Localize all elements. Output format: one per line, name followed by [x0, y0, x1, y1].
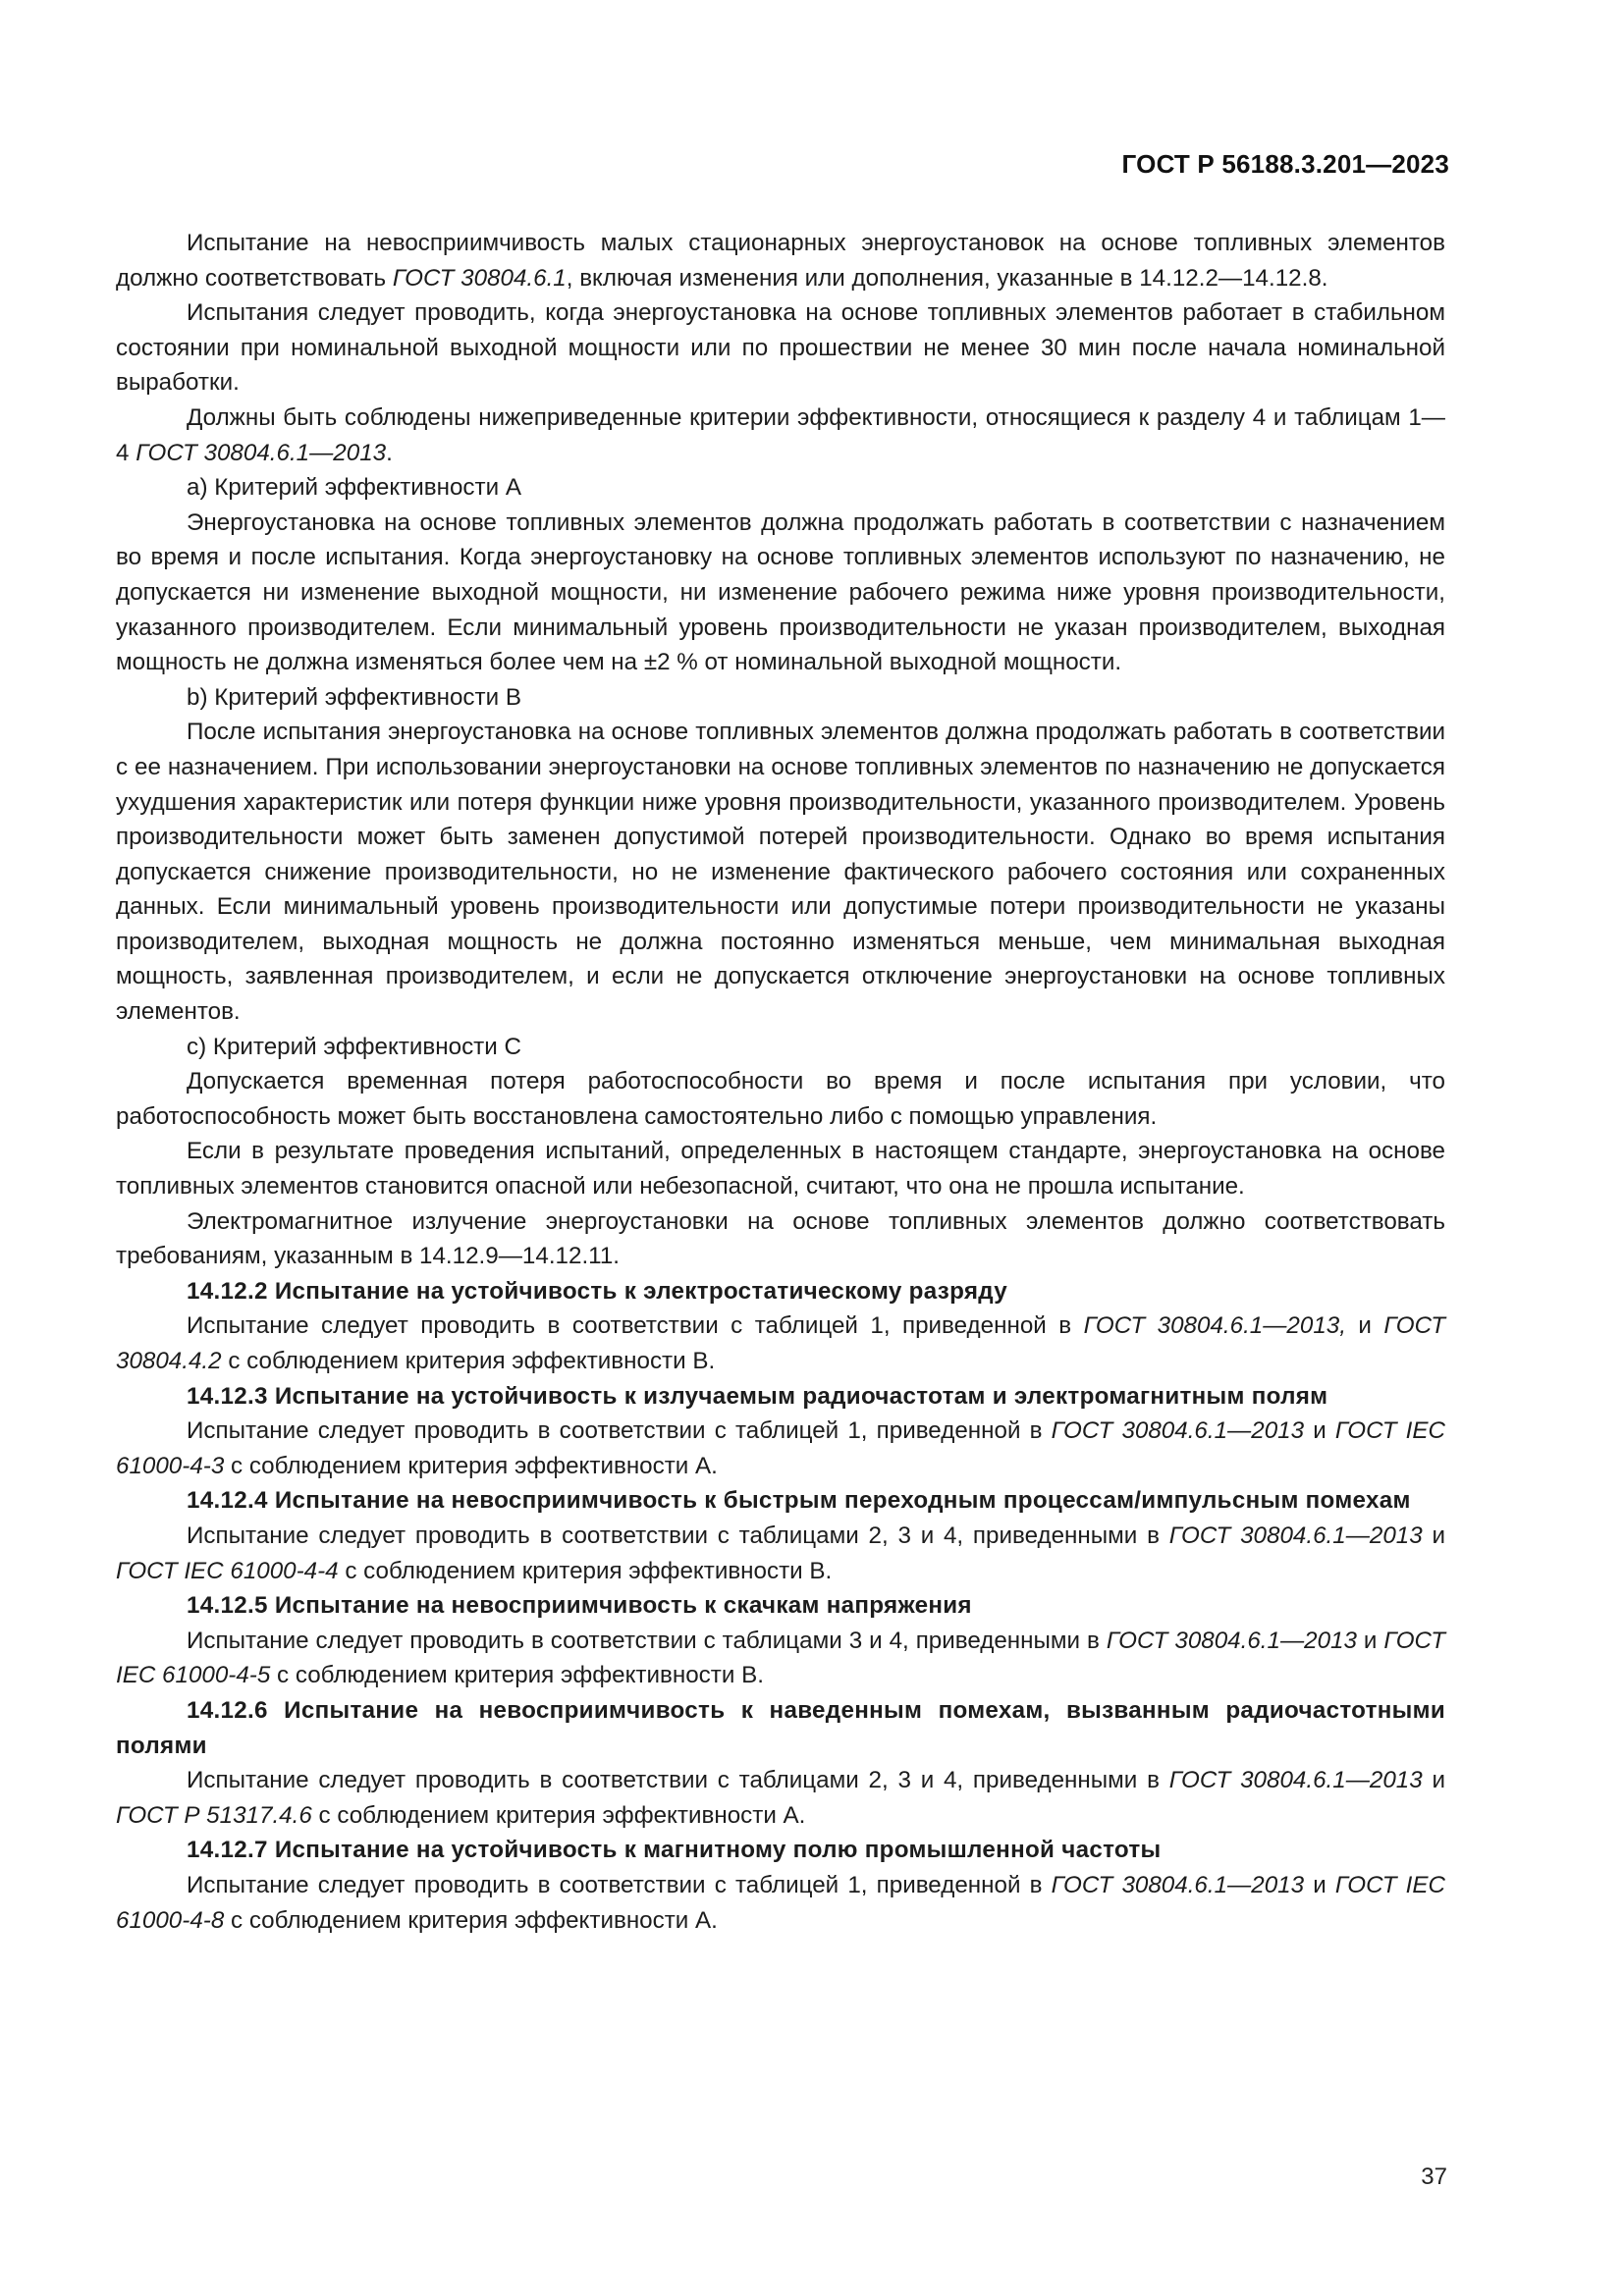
criterion-b-title: b) Критерий эффективности В: [187, 683, 521, 711]
section-14-12-7-heading: 14.12.7 Испытание на устойчивость к магнитному полю промышленной частоты: [187, 1837, 1162, 1864]
section-14-12-7-text: Испытание следует проводить в соответствии с таблицей 1, приведенной в ГОСТ 30804.6.1—2013 и ГОСТ IEC 61000-4-8 с соблюдением критерия эффективности А.: [116, 1871, 1445, 1934]
standard-reference: ГОСТ IEC 61000-4-5: [116, 1627, 1445, 1689]
criterion-a-title: a) Критерий эффективности А: [187, 474, 521, 502]
document-header-id: ГОСТ Р 56188.3.201—2023: [1121, 149, 1449, 179]
section-14-12-2-text: Испытание следует проводить в соответствии с таблицей 1, приведенной в ГОСТ 30804.6.1—2013, и ГОСТ 30804.4.2 с соблюдением критерия эффективности В.: [116, 1312, 1446, 1374]
section-14-12-5-heading: 14.12.5 Испытание на невосприимчивость к скачкам напряжения: [187, 1592, 972, 1620]
section-14-12-2-heading: 14.12.2 Испытание на устойчивость к электростатическому разряду: [187, 1277, 1007, 1305]
standard-reference: ГОСТ 30804.6.1—2013: [1168, 1522, 1423, 1549]
standard-reference: ГОСТ 30804.6.1—2013: [1168, 1767, 1423, 1794]
paragraph-unsafe-result: Если в результате проведения испытаний, определенных в настоящем стандарте, энергоустановка на основе топливных элементов становится опасной или небезопасной, считают, что она не прошла испытание.: [116, 1138, 1445, 1201]
standard-reference: ГОСТ 30804.6.1: [392, 264, 567, 292]
standard-reference: ГОСТ IEC 61000-4-8: [116, 1871, 1445, 1934]
criterion-a-text: Энергоустановка на основе топливных элементов должна продолжать работать в соответствии с назначением во время и после испытания. Когда энергоустановку на основе топливных элементов используют по назначению, не допускается ни изменение выходной мощности, ни изменение рабочего режима ниже уровня производительности, указанного производителем. Если минимальный уровень производительности не указан производителем, выходная мощность не должна изменяться более чем на ±2 % от номинальной выходной мощности.: [116, 508, 1445, 676]
page-body: [116, 226, 1445, 1938]
standard-reference: ГОСТ 30804.6.1—2013: [1051, 1417, 1305, 1445]
section-14-12-6-text: Испытание следует проводить в соответствии с таблицами 2, 3 и 4, приведенными в ГОСТ 30804.6.1—2013 и ГОСТ Р 51317.4.6 с соблюдением критерия эффективности А.: [116, 1767, 1445, 1829]
section-14-12-3-heading: 14.12.3 Испытание на устойчивость к излучаемым радиочастотам и электромагнитным полям: [187, 1382, 1328, 1410]
criterion-b-text: После испытания энергоустановка на основе топливных элементов должна продолжать работать в соответствии с ее назначением. При использовании энергоустановки на основе топливных элементов по назначению не допускается ухудшения характеристик или потеря функции ниже уровня производительности, указанного производителем. Уровень производительности может быть заменен допустимой потерей производительности. Однако во время испытания допускается снижение производительности, но не изменение фактического рабочего состояния или сохраненных данных. Если минимальный уровень производительности или допустимые потери производительности не указаны производителем, выходная мощность не должна постоянно изменяться меньше, чем минимальная выходная мощность, заявленная производителем, и если не допускается отключение энергоустановки на основе топливных элементов.: [116, 719, 1445, 1026]
section-14-12-3-text: Испытание следует проводить в соответствии с таблицей 1, приведенной в ГОСТ 30804.6.1—2013 и ГОСТ IEC 61000-4-3 с соблюдением критерия эффективности А.: [116, 1417, 1445, 1479]
paragraph-emission: Электромагнитное излучение энергоустановки на основе топливных элементов должно соответствовать требованиям, указанным в 14.12.9—14.12.11.: [116, 1207, 1445, 1270]
standard-reference: ГОСТ 30804.6.1—2013,: [1083, 1312, 1346, 1340]
section-14-12-5-text: Испытание следует проводить в соответствии с таблицами 3 и 4, приведенными в ГОСТ 30804.6.1—2013 и ГОСТ IEC 61000-4-5 с соблюдением критерия эффективности В.: [116, 1627, 1445, 1689]
paragraph-test-conditions: Испытания следует проводить, когда энергоустановка на основе топливных элементов работает в стабильном состоянии при номинальной выходной мощности или по прошествии не менее 30 мин после начала номинальной выработки.: [116, 299, 1445, 397]
paragraph-immunity-intro: Испытание на невосприимчивость малых стационарных энергоустановок на основе топливных элементов должно соответствовать ГОСТ 30804.6.1, включая изменения или дополнения, указанные в 14.12.2—14.12.8.: [116, 230, 1445, 292]
section-14-12-6-heading: 14.12.6 Испытание на невосприимчивость к наведенным помехам, вызванным радиочастотными полями: [116, 1696, 1445, 1759]
standard-reference: ГОСТ IEC 61000-4-4: [116, 1557, 339, 1584]
section-14-12-4-heading: 14.12.4 Испытание на невосприимчивость к быстрым переходным процессам/импульсным помехам: [187, 1487, 1411, 1515]
standard-reference: ГОСТ Р 51317.4.6: [116, 1801, 312, 1829]
standard-reference: ГОСТ 30804.6.1—2013: [1106, 1627, 1357, 1654]
standard-reference: ГОСТ 30804.4.2: [116, 1312, 1446, 1374]
standard-reference: ГОСТ 30804.6.1—2013: [135, 439, 387, 466]
standard-reference: ГОСТ 30804.6.1—2013: [1051, 1871, 1305, 1898]
page-number: 37: [1421, 2163, 1447, 2190]
criterion-c-text: Допускается временная потеря работоспособности во время и после испытания при условии, что работоспособность может быть восстановлена самостоятельно либо с помощью управления.: [116, 1068, 1445, 1130]
criterion-c-title: c) Критерий эффективности С: [187, 1033, 521, 1060]
section-14-12-4-text: Испытание следует проводить в соответствии с таблицами 2, 3 и 4, приведенными в ГОСТ 30804.6.1—2013 и ГОСТ IEC 61000-4-4 с соблюдением критерия эффективности В.: [116, 1522, 1445, 1584]
standard-reference: ГОСТ IEC 61000-4-3: [116, 1417, 1445, 1479]
paragraph-criteria-intro: Должны быть соблюдены нижеприведенные критерии эффективности, относящиеся к разделу 4 и таблицам 1—4 ГОСТ 30804.6.1—2013.: [116, 403, 1445, 466]
